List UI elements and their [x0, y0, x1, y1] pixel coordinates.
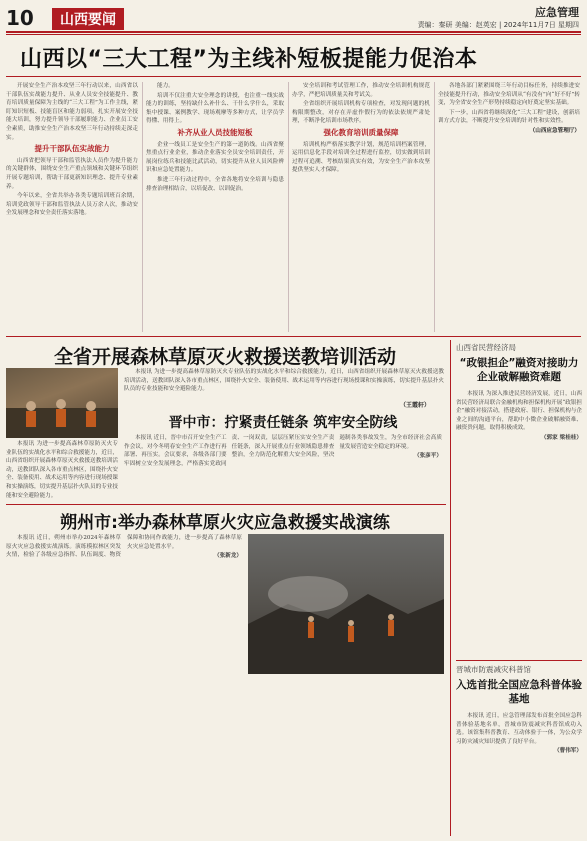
article2-para: 本报讯 为进一步提高森林草原防灭火专业队伍的实战化水平和综合救援能力，近日，山西省组织开展森林草原灭火救援送教培训活动，送教团队深入各市重点林区，围绕扑火安全、装备使用、战术运用等内容进行现场授课和实操演练，切实提升基层扑火队员的专业技能和安全避险能力。: [124, 369, 444, 393]
article2-body-right: [124, 368, 444, 398]
lead-column-1: [6, 82, 138, 332]
lead-subhead-3: 强化教育培训质量保障: [323, 127, 399, 137]
lead-para: 安全培训和考试管理工作，推动安全培训机构规范办学，严把培训质量关和考试关。: [292, 83, 430, 98]
column-divider: [434, 82, 435, 332]
article3-headline: 晋中市：拧紧责任链条 筑牢安全防线: [168, 415, 398, 431]
side1-para: 本报讯 为深入推进民营经济发展，近日，山西省民营经济局联合金融机构和担保机构开展“政银担企”融资对接活动，搭建政府、银行、担保机构与企业之间的沟通平台，帮助中小微企业破解融资难、融资贵问题，取得积极成效。: [456, 391, 582, 432]
side1-byline: （郭家 梁桂桂）: [540, 434, 582, 441]
lead-para: 山西省把领导干部和监管执法人员作为提升能力的关键群体，围绕安全生产重点领域和关键环节组织开展专题培训，帮助干部更新知识理念、提升专业素养。: [6, 157, 138, 190]
side1-headline: “政银担企”融资对接助力企业破解融资难题: [459, 357, 579, 383]
side-rule: [456, 660, 582, 661]
side1-kicker: 山西省民营经济局: [456, 343, 516, 352]
article2-byline: （王霞轩）: [400, 402, 431, 409]
column-divider: [288, 82, 289, 332]
article3-byline: （张彦平）: [413, 453, 442, 460]
article3-para: 本报讯 近日，晋中市召开安全生产工作会议，对今冬明春安全生产工作进行再部署、再压实。会议要求，各级各部门要牢固树立安全发展理念，严格落实党政同责、一岗双责，层层压紧压实安全生产责任链条，深入开展重点行业领域隐患排查整治，全力防范化解重大安全风险，坚决遏制各类事故发生，为全市经济社会高质量发展营造安全稳定的环境。: [124, 435, 442, 467]
lead-rule: [6, 76, 581, 77]
lead-byline: （山西应急管理厅）: [529, 127, 580, 134]
training-photo-art: [6, 368, 118, 438]
lead-column-3: [292, 82, 430, 332]
lead-subhead-1: 提升干部队伍实战能力: [34, 144, 110, 154]
header-rule: [6, 31, 581, 33]
lead-para: 企业一线员工是安全生产的第一道防线。山西省聚焦重点行业企业，推动企业落实全员安全培训责任，开展岗位练兵和技能比武活动，切实提升从业人员风险辨识和应急处置能力。: [146, 141, 284, 174]
editors-line: 责编：秦研 美编：赵英宏 | 2024年11月7日 星期四: [417, 21, 579, 29]
lead-para: 各地各部门紧紧围绕三年行动目标任务，持续推进安全技能提升行动，推动安全培训从“有没有”向“好不好”转变，为全省安全生产形势持续稳定向好奠定坚实基础。: [438, 83, 580, 107]
lead-para: 能力。: [157, 83, 174, 89]
article2-headline: 全省开展森林草原灭火救援送教培训活动: [53, 346, 396, 368]
lead-para: 推进三年行动过程中，全省各地将安全培训与隐患排查治理相结合，以培促改、以训促治。: [146, 176, 284, 192]
lead-para: 全省组织开展培训机构专项检查，对发现问题的机构限期整改，对存在弄虚作假行为的依法依规严肃处理，不断净化培训市场秩序。: [292, 101, 430, 125]
lead-subhead-2: 补齐从业人员技能短板: [177, 127, 253, 137]
side2-byline: （曹伟军）: [554, 748, 582, 755]
lead-column-4: [438, 82, 580, 332]
side2-body: [456, 712, 582, 836]
side-divider: [450, 340, 451, 836]
right-title: 应急管理: [535, 6, 579, 19]
lead-headline: 山西以“三大工程”为主线补短板提能力促治本: [20, 47, 478, 72]
header-rule-thin: [6, 34, 581, 35]
article4-body: [6, 534, 242, 674]
training-photo: [6, 368, 118, 438]
column-divider: [142, 82, 143, 332]
article3-body: [124, 434, 442, 500]
article4-headline: 朔州市:举办森林草原火灾应急救援实战演练: [60, 513, 390, 533]
article4-para: 本报讯 近日，朔州市举办2024年森林草原火灾应急救援实战演练。演练模拟林区突发火情，检验了各级应急指挥、队伍调度、物资保障和协同作战能力，进一步提高了森林草原火灾应急处置水平。: [6, 535, 242, 559]
section-rule: [6, 504, 446, 505]
article2-body-left: [6, 440, 118, 502]
section-title: 山西要闻: [52, 8, 124, 30]
lead-para: 下一步，山西省将继续深化“三大工程”建设，创新培训方式方法，不断提升安全培训的针对性和实效性。: [438, 109, 580, 125]
lead-para: 今年以来，全省共举办各类专题培训班百余期，培训党政领导干部和监管执法人员万余人次，推动安全发展理念和安全责任落实落地。: [6, 193, 138, 217]
side2-kicker: 晋城市防震减灾科普馆: [456, 665, 531, 674]
section-rule: [6, 336, 581, 337]
page-number: 10: [6, 6, 34, 30]
lead-para: 培训不仅注重大安全理念的讲授，也注重一线实战能力的训练，坚持缺什么补什么、干什么学什么，采取集中授课、案例教学、现场观摩等多种方式，让学员学得懂、用得上。: [146, 92, 284, 125]
drill-photo-art: [248, 534, 444, 674]
article2-para: 本报讯 为进一步提高森林草原防灭火专业队伍的实战化水平和综合救援能力，近日，山西省组织开展森林草原灭火救援送教培训活动，送教团队深入各市重点林区，围绕扑火安全、装备使用、战术运用等内容进行现场授课和实操演练，切实提升基层扑火队员的专业技能和安全避险能力。: [6, 441, 118, 499]
lead-para: 开展安全生产治本攻坚三年行动以来，山西省以干部队伍实战能力提升、从业人员安全技能提升、教育培训质量保障为主线的“三大工程”为工作主线，紧盯知识短板、技能盲区和能力弱项，扎实开展安全技能大培训，努力提升领导干部履职能力、企业员工安全素质，助推安全生产治本攻坚三年行动持续走深走实。: [6, 83, 138, 141]
lead-para: 培训机构严格落实教学计划，规范培训档案管理，运用信息化手段对培训全过程进行监控，切实做到培训过程可追溯、考核结果真实有效，为安全生产治本攻坚提供坚实人才保障。: [292, 141, 430, 174]
side2-para: 本报讯 近日，应急管理部发布首批全国应急科普体验基地名单，晋城市防震减灾科普馆成功入选。该馆集科普教育、互动体验于一体，为公众学习防灾减灾知识提供了良好平台。: [456, 713, 582, 745]
side1-body: [456, 390, 582, 652]
drill-photo: [248, 534, 444, 674]
article4-byline: （张新龙）: [214, 553, 242, 560]
side2-headline: 入选首批全国应急科普体验基地: [456, 679, 582, 705]
lead-column-2: [146, 82, 284, 332]
